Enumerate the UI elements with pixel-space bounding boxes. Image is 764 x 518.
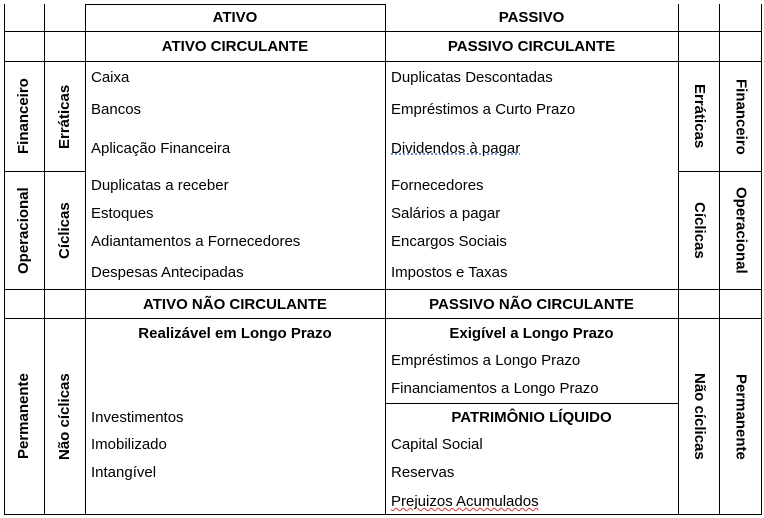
left-label-permanente: Permanente — [15, 373, 32, 460]
rule-bottom — [4, 514, 761, 515]
ativo-circulante-title: ATIVO CIRCULANTE — [161, 38, 309, 55]
ativo-nc-item-imobilizado: Imobilizado — [91, 436, 167, 453]
left-label-nao-ciclicas: Não cíclicas — [56, 373, 73, 460]
right-label-operacional: Operacional — [732, 187, 750, 274]
rule-col-6 — [761, 4, 762, 515]
right-label-financeiro: Financeiro — [732, 78, 750, 155]
right-label-permanente: Permanente — [732, 373, 750, 460]
passivo-item-emprestimos-cp: Empréstimos a Curto Prazo — [391, 101, 576, 118]
ativo-item-estoques: Estoques — [91, 205, 154, 222]
rule-top-full — [4, 4, 761, 5]
passivo-item-salarios: Salários a pagar — [391, 205, 501, 222]
left-label-financeiro: Financeiro — [15, 78, 32, 155]
pl-item-prejuizos: Prejuizos Acumulados — [391, 493, 539, 510]
passivo-circulante-title: PASSIVO CIRCULANTE — [447, 38, 616, 55]
passivo-item-impostos: Impostos e Taxas — [391, 264, 508, 281]
exigivel-item-emprestimos: Empréstimos a Longo Prazo — [391, 352, 581, 369]
realizavel-title: Realizável em Longo Prazo — [138, 325, 332, 342]
ativo-nc-item-intangivel: Intangível — [91, 464, 157, 481]
exigivel-item-financiamentos: Financiamentos a Longo Prazo — [391, 380, 599, 397]
ativo-item-despesas: Despesas Antecipadas — [91, 264, 244, 281]
ativo-item-bancos: Bancos — [91, 101, 142, 118]
rule-pl-top — [385, 403, 678, 404]
ativo-item-duplicatas: Duplicatas a receber — [91, 177, 229, 194]
ativo-item-caixa: Caixa — [91, 69, 130, 86]
left-label-erraticas: Erráticas — [56, 84, 73, 149]
left-label-ciclicas: Cíclicas — [56, 202, 73, 259]
passivo-item-dividendos: Dividendos à pagar — [391, 140, 521, 157]
rule-col-2 — [85, 4, 86, 515]
patrimonio-liquido-title: PATRIMÔNIO LÍQUIDO — [451, 409, 612, 426]
ativo-item-adiantamentos: Adiantamentos a Fornecedores — [91, 233, 301, 250]
ativo-nao-circulante-title: ATIVO NÃO CIRCULANTE — [143, 296, 327, 313]
right-label-nao-ciclicas: Não cíclicas — [691, 373, 708, 460]
rule-circ-title-bottom — [4, 61, 761, 62]
right-label-ciclicas: Cíclicas — [691, 202, 708, 259]
exigivel-title: Exigível a Longo Prazo — [449, 325, 614, 342]
passivo-item-encargos: Encargos Sociais — [391, 233, 507, 250]
passivo-item-fornecedores: Fornecedores — [391, 177, 484, 194]
rule-header-bottom — [4, 31, 761, 32]
pl-item-capital-social: Capital Social — [391, 436, 483, 453]
rule-circ-bottom — [4, 289, 761, 290]
ativo-item-aplicacao: Aplicação Financeira — [91, 140, 231, 157]
pl-item-reservas: Reservas — [391, 464, 455, 481]
ativo-nc-item-investimentos: Investimentos — [91, 409, 184, 426]
left-label-operacional: Operacional — [15, 187, 32, 274]
right-label-erraticas: Erráticas — [691, 84, 708, 149]
ativo-header: ATIVO — [212, 9, 258, 26]
rule-col-3 — [385, 4, 386, 515]
passivo-nao-circulante-title: PASSIVO NÃO CIRCULANTE — [429, 296, 634, 313]
rule-nc-title-bottom — [4, 318, 761, 319]
passivo-item-duplicatas-descontadas: Duplicatas Descontadas — [391, 69, 553, 86]
passivo-header: PASSIVO — [498, 9, 565, 26]
